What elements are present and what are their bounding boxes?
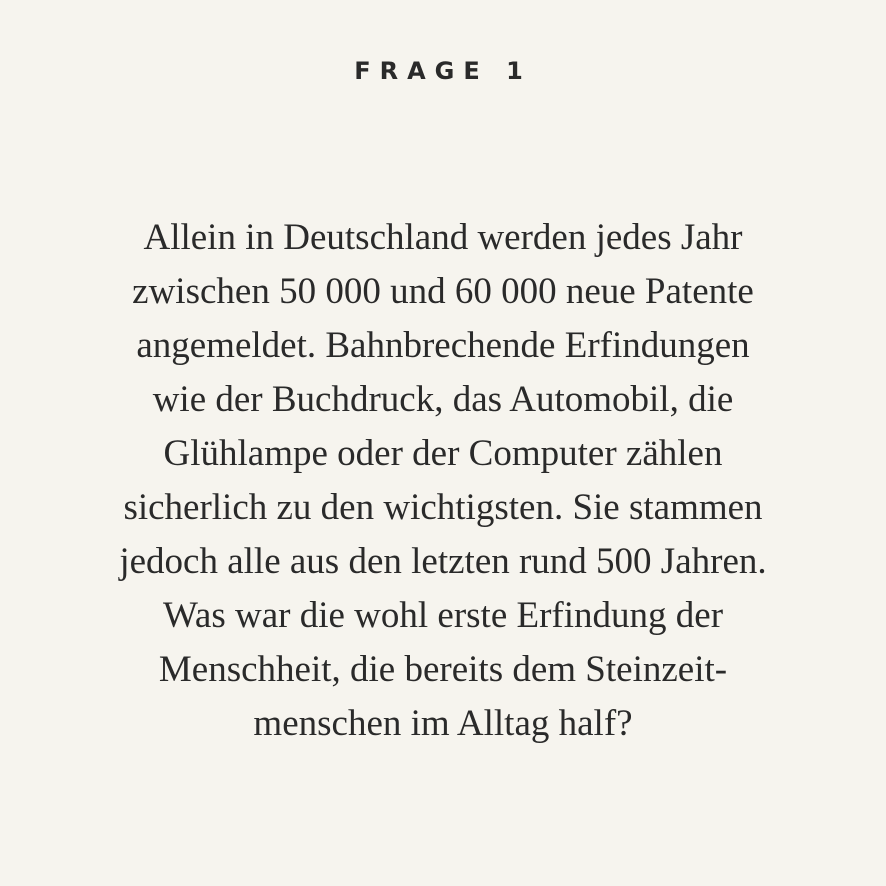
question-line: menschen im Alltag half? xyxy=(253,703,633,744)
question-line: zwischen 50 000 und 60 000 neue Patente xyxy=(132,271,754,312)
question-line: Glühlampe oder der Computer zählen xyxy=(163,433,723,474)
question-line: angemeldet. Bahnbrechende Erfindungen xyxy=(136,325,750,366)
question-line: Was war die wohl erste Erfindung der xyxy=(162,595,724,636)
question-text xyxy=(40,211,846,751)
question-line: sicherlich zu den wichtigsten. Sie stammen xyxy=(123,487,763,528)
question-heading: FRAGE 1 xyxy=(354,57,532,85)
question-line: wie der Buchdruck, das Automobil, die xyxy=(152,379,734,420)
question-line: Menschheit, die bereits dem Steinzeit- xyxy=(158,649,728,690)
question-line: Allein in Deutschland werden jedes Jahr xyxy=(143,217,743,258)
question-line: jedoch alle aus den letzten rund 500 Jahren. xyxy=(119,541,767,582)
